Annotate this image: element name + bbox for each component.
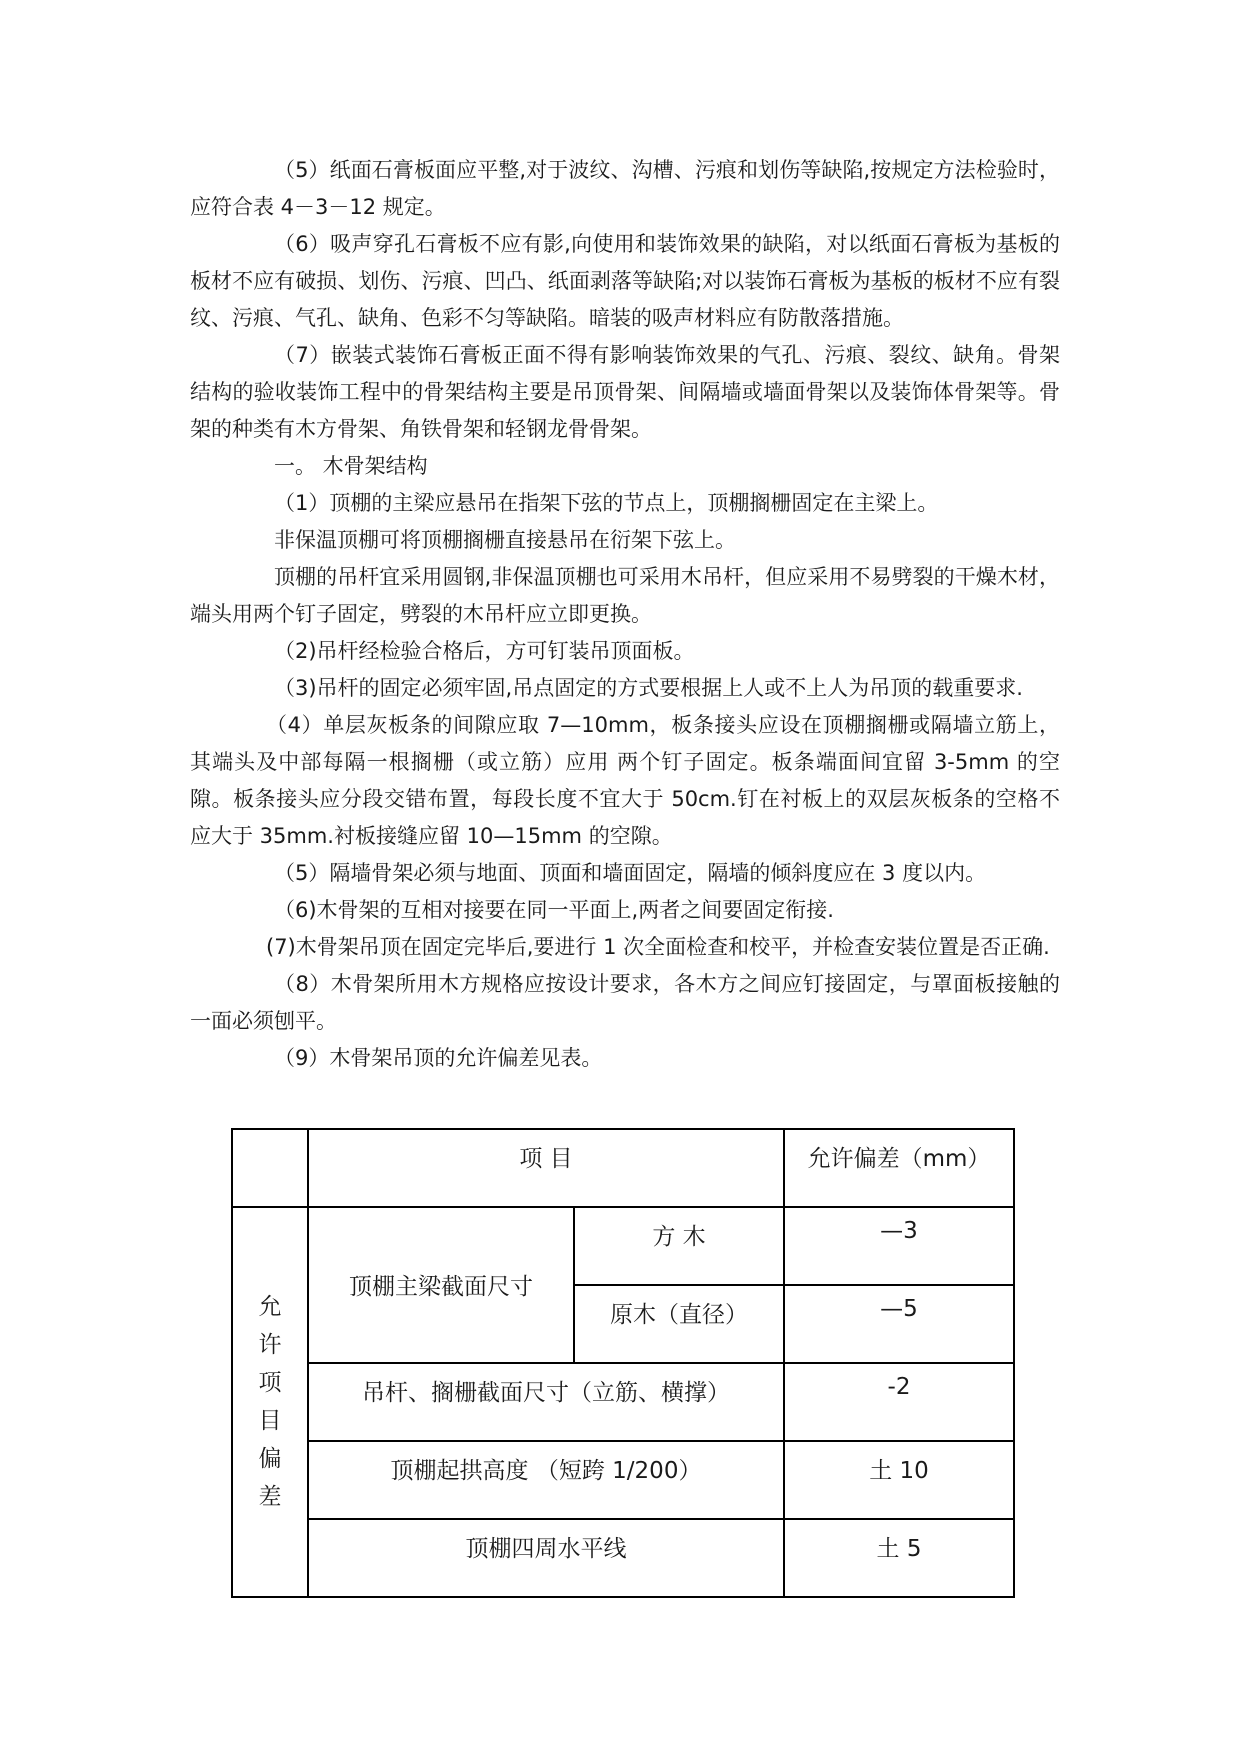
- side-label-char: 目: [258, 1407, 282, 1434]
- value-cell: 土 5: [784, 1519, 1014, 1597]
- table-row: [232, 1519, 1014, 1597]
- paragraph: 非保温顶棚可将顶棚搁栅直接悬吊在衍架下弦上。: [274, 528, 736, 552]
- item-cell: 吊杆、搁栅截面尺寸（立筋、横撑）: [308, 1363, 784, 1441]
- side-label-char: 项: [258, 1369, 282, 1396]
- paragraph: （6)木骨架的互相对接要在同一平面上,两者之间要固定衔接.: [274, 898, 834, 922]
- value-cell: —5: [784, 1285, 1014, 1363]
- side-label-char: 允: [258, 1293, 282, 1320]
- item-cell: 顶棚四周水平线: [308, 1519, 784, 1597]
- value-cell: 土 10: [784, 1441, 1014, 1519]
- value-cell: —3: [784, 1207, 1014, 1285]
- sub-item-cell: 原木（直径）: [574, 1285, 784, 1363]
- side-label-cell: [232, 1207, 308, 1597]
- paragraph: （8）木骨架所用木方规格应按设计要求，各木方之间应钉接固定，与罩面板接触的一面必须刨平。: [190, 972, 1060, 1033]
- table-header-row: [232, 1129, 1014, 1207]
- table-caption: （9）木骨架吊顶的允许偏差见表。: [274, 1046, 603, 1070]
- side-label-char: 偏: [258, 1445, 282, 1472]
- table-row: [232, 1441, 1014, 1519]
- header-tolerance-cell: 允许偏差（mm）: [784, 1129, 1014, 1207]
- body-text: [190, 152, 1060, 1077]
- paragraph: （4）单层灰板条的间隙应取 7—10mm，板条接头应设在顶棚搁栅或隔墙立筋上，其端头及中部每隔一根搁栅（或立筋）应用 两个钉子固定。板条端面间宜留 3-5mm 的空隙。板条接头应分段交错布置，每段长度不宜大于 50cm.钉在衬板上的双层灰板条的空格不应大于 35mm.衬板接缝应留 10—15mm 的空隙。: [190, 713, 1060, 848]
- paragraph: （5）纸面石膏板面应平整,对于波纹、沟槽、污痕和划伤等缺陷,按规定方法检验时，应符合表 4－3－12 规定。: [190, 158, 1060, 219]
- paragraph: （7）嵌装式装饰石膏板正面不得有影响装饰效果的气孔、污痕、裂纹、缺角。骨架结构的验收装饰工程中的骨架结构主要是吊顶骨架、间隔墙或墙面骨架以及装饰体骨架等。骨架的种类有木方骨架、角铁骨架和轻钢龙骨骨架。: [190, 343, 1060, 441]
- item-cell: 顶棚主梁截面尺寸: [308, 1207, 574, 1363]
- table-corner-cell: [232, 1129, 308, 1207]
- header-item-cell: 项 目: [308, 1129, 784, 1207]
- paragraph: (7)木骨架吊顶在固定完毕后,要进行 1 次全面检查和校平，并检查安装位置是否正确.: [266, 935, 1050, 959]
- tolerance-table: [231, 1128, 1015, 1598]
- paragraph: （5）隔墙骨架必须与地面、顶面和墙面固定，隔墙的倾斜度应在 3 度以内。: [274, 861, 987, 885]
- paragraph: （2)吊杆经检验合格后，方可钉装吊顶面板。: [274, 639, 695, 663]
- paragraph: （3)吊杆的固定必须牢固,吊点固定的方式要根据上人或不上人为吊顶的载重要求.: [274, 676, 1023, 700]
- side-label-char: 差: [258, 1483, 282, 1510]
- sub-item-cell: 方 木: [574, 1207, 784, 1285]
- table-row: [232, 1207, 1014, 1285]
- section-heading: 一。 木骨架结构: [274, 454, 428, 478]
- value-cell: -2: [784, 1363, 1014, 1441]
- side-label-char: 许: [258, 1331, 282, 1358]
- paragraph: 顶棚的吊杆宜采用圆钢,非保温顶棚也可采用木吊杆，但应采用不易劈裂的干燥木材，端头用两个钉子固定，劈裂的木吊杆应立即更换。: [190, 565, 1060, 626]
- table-row: [232, 1363, 1014, 1441]
- item-cell: 顶棚起拱高度 （短跨 1/200）: [308, 1441, 784, 1519]
- paragraph: （6）吸声穿孔石膏板不应有影,向使用和装饰效果的缺陷，对以纸面石膏板为基板的板材不应有破损、划伤、污痕、凹凸、纸面剥落等缺陷;对以装饰石膏板为基板的板材不应有裂纹、污痕、气孔、缺角、色彩不匀等缺陷。暗装的吸声材料应有防散落措施。: [190, 232, 1060, 330]
- paragraph: （1）顶棚的主梁应悬吊在指架下弦的节点上，顶棚搁栅固定在主梁上。: [274, 491, 939, 515]
